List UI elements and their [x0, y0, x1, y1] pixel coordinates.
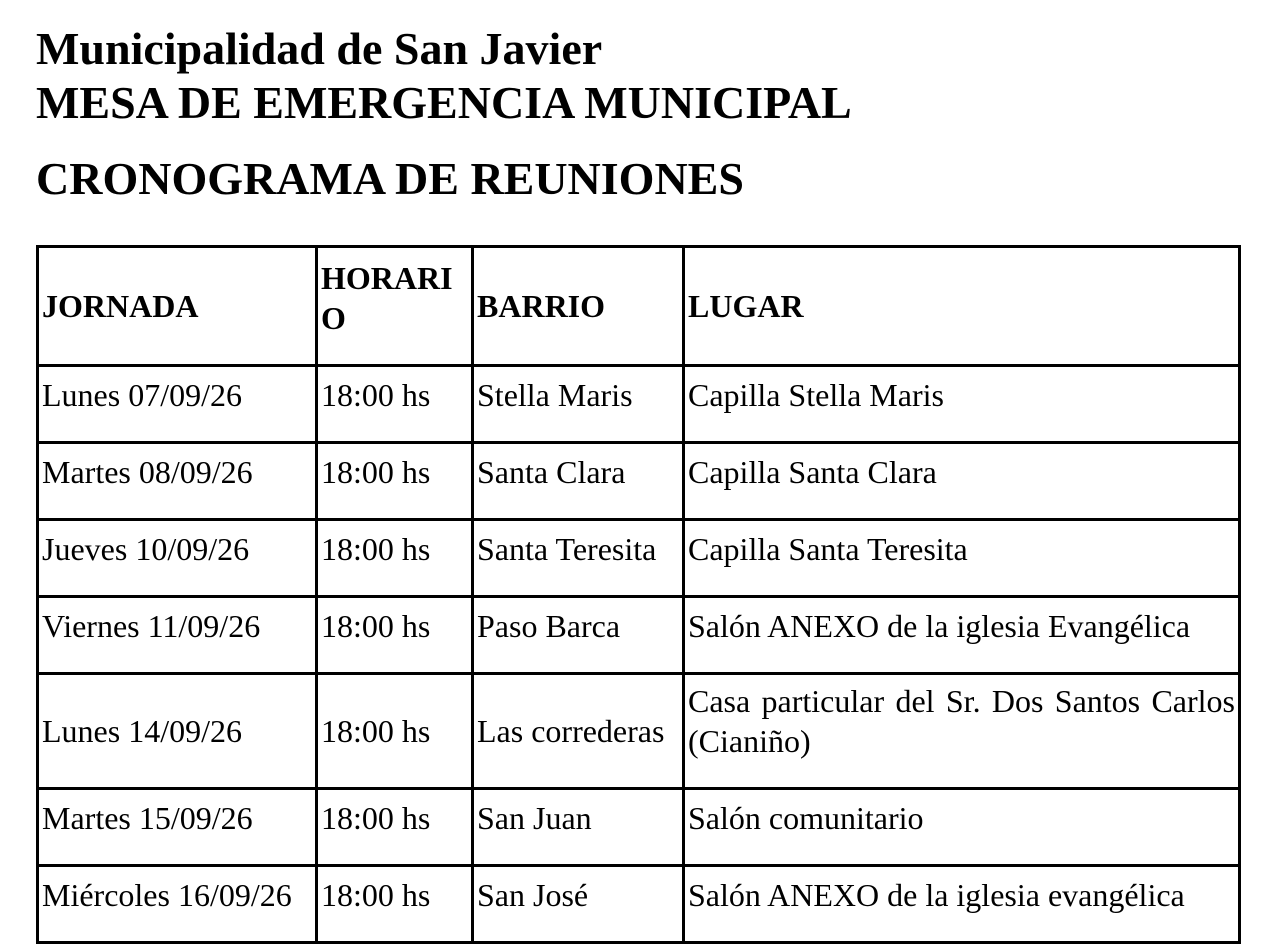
- table-row: [38, 366, 1240, 443]
- cell-horario: 18:00 hs: [317, 443, 473, 520]
- emergency-board-title: MESA DE EMERGENCIA MUNICIPAL: [36, 77, 852, 128]
- cell-horario: 18:00 hs: [317, 789, 473, 866]
- cell-horario: 18:00 hs: [317, 597, 473, 674]
- column-header-jornada: JORNADA: [38, 247, 317, 366]
- schedule-title: CRONOGRAMA DE REUNIONES: [36, 153, 744, 204]
- table-row: [38, 597, 1240, 674]
- cell-jornada: Lunes 14/09/26: [38, 674, 317, 789]
- cell-barrio: Santa Clara: [473, 443, 684, 520]
- table-row: [38, 789, 1240, 866]
- cell-lugar: Capilla Santa Teresita: [684, 520, 1240, 597]
- cell-horario: 18:00 hs: [317, 366, 473, 443]
- cell-barrio: San Juan: [473, 789, 684, 866]
- cell-jornada: Jueves 10/09/26: [38, 520, 317, 597]
- table-row: [38, 520, 1240, 597]
- cell-horario: 18:00 hs: [317, 674, 473, 789]
- cell-barrio: San José: [473, 866, 684, 943]
- cell-lugar: Capilla Santa Clara: [684, 443, 1240, 520]
- cell-jornada: Viernes 11/09/26: [38, 597, 317, 674]
- cell-horario: 18:00 hs: [317, 866, 473, 943]
- cell-jornada: Miércoles 16/09/26: [38, 866, 317, 943]
- cell-lugar: Casa particular del Sr. Dos Santos Carlos (Cianiño): [684, 674, 1240, 789]
- document-header: [36, 22, 852, 206]
- cell-barrio: Santa Teresita: [473, 520, 684, 597]
- meetings-schedule-table: [36, 245, 1241, 944]
- table-header-row: [38, 247, 1240, 366]
- column-header-barrio: BARRIO: [473, 247, 684, 366]
- cell-jornada: Lunes 07/09/26: [38, 366, 317, 443]
- cell-lugar: Capilla Stella Maris: [684, 366, 1240, 443]
- cell-lugar: Salón ANEXO de la iglesia evangélica: [684, 866, 1240, 943]
- cell-barrio: Paso Barca: [473, 597, 684, 674]
- cell-jornada: Martes 08/09/26: [38, 443, 317, 520]
- cell-jornada: Martes 15/09/26: [38, 789, 317, 866]
- table-row: [38, 443, 1240, 520]
- table-row: [38, 866, 1240, 943]
- cell-horario: 18:00 hs: [317, 520, 473, 597]
- municipality-title: Municipalidad de San Javier: [36, 23, 603, 74]
- column-header-lugar: LUGAR: [684, 247, 1240, 366]
- table-row: [38, 674, 1240, 789]
- column-header-horario: HORARIO: [317, 247, 473, 366]
- cell-lugar: Salón comunitario: [684, 789, 1240, 866]
- cell-barrio: Las correderas: [473, 674, 684, 789]
- cell-lugar: Salón ANEXO de la iglesia Evangélica: [684, 597, 1240, 674]
- cell-barrio: Stella Maris: [473, 366, 684, 443]
